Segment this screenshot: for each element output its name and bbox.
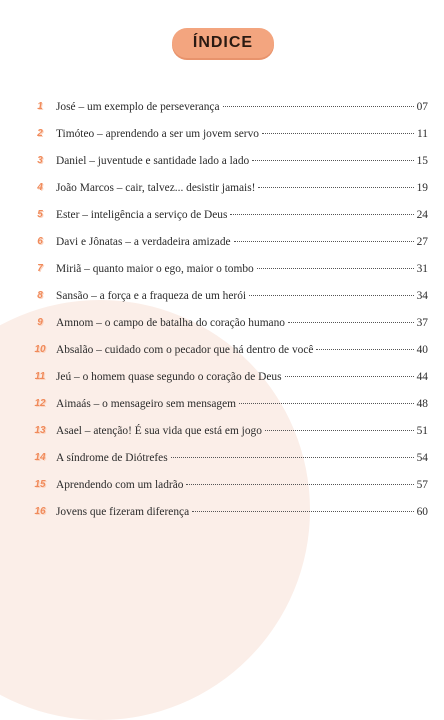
chapter-title: Asael – atenção! É sua vida que está em jogo — [56, 424, 262, 437]
title-badge — [172, 28, 274, 58]
chapter-number-badge: 3 — [37, 155, 43, 166]
chapter-title: Sansão – a força e a fraqueza de um herói — [56, 289, 247, 302]
dot-leader — [265, 430, 414, 431]
chapter-title: Daniel – juventude e santidade lado a lado — [56, 154, 250, 167]
dot-leader — [186, 484, 413, 485]
toc-entry[interactable] — [30, 120, 428, 147]
chapter-title: Aimaás – o mensageiro sem mensagem — [56, 397, 236, 410]
toc-entry[interactable] — [30, 498, 428, 525]
chapter-number-badge: 9 — [37, 317, 43, 328]
chapter-title: Absalão – cuidado com o pecador que há dentro de você — [56, 343, 314, 356]
chapter-title: Jovens que fizeram diferença — [56, 505, 190, 518]
chapter-title: Davi e Jônatas – a verdadeira amizade — [56, 235, 231, 248]
page-title: ÍNDICE — [192, 34, 254, 51]
chapter-title: Miriã – quanto maior o ego, maior o tombo — [56, 262, 254, 275]
dot-leader — [258, 187, 413, 188]
chapter-number-badge: 14 — [34, 452, 46, 463]
chapter-number-badge: 8 — [37, 290, 43, 301]
dot-leader — [249, 295, 414, 296]
page-number: 40 — [416, 343, 428, 356]
chapter-number-badge: 15 — [34, 479, 46, 490]
dot-leader — [288, 322, 414, 323]
toc-entry[interactable] — [30, 282, 428, 309]
toc-entry-line — [56, 317, 428, 329]
chapter-number-badge: 10 — [34, 344, 46, 355]
chapter-number-badge: 11 — [34, 371, 46, 382]
page-number: 60 — [416, 505, 428, 518]
table-of-contents — [30, 93, 428, 525]
page-number: 24 — [416, 208, 428, 221]
toc-entry[interactable] — [30, 444, 428, 471]
page-number: 07 — [416, 100, 428, 113]
toc-entry-line — [56, 398, 428, 410]
chapter-title: Aprendendo com um ladrão — [56, 478, 184, 491]
chapter-title: Jeú – o homem quase segundo o coração de Deus — [56, 370, 282, 383]
dot-leader — [234, 241, 414, 242]
toc-entry-line — [56, 425, 428, 437]
toc-entry[interactable] — [30, 390, 428, 417]
dot-leader — [239, 403, 414, 404]
dot-leader — [257, 268, 414, 269]
page-number: 51 — [416, 424, 428, 437]
page-number: 19 — [416, 181, 428, 194]
chapter-number-badge: 2 — [37, 128, 43, 139]
page-number: 48 — [416, 397, 428, 410]
dot-leader — [230, 214, 413, 215]
dot-leader — [171, 457, 414, 458]
toc-entry[interactable] — [30, 471, 428, 498]
chapter-number-badge: 13 — [34, 425, 46, 436]
chapter-number-badge: 12 — [34, 398, 46, 409]
toc-entry[interactable] — [30, 228, 428, 255]
dot-leader — [262, 133, 414, 134]
toc-entry-line — [56, 128, 428, 140]
chapter-number-badge: 16 — [34, 506, 46, 517]
chapter-number-badge: 5 — [37, 209, 43, 220]
page-number: 54 — [416, 451, 428, 464]
toc-entry-line — [56, 101, 428, 113]
toc-entry-line — [56, 263, 428, 275]
toc-entry[interactable] — [30, 309, 428, 336]
chapter-title: Timóteo – aprendendo a ser um jovem servo — [56, 127, 259, 140]
chapter-title: João Marcos – cair, talvez... desistir jamais! — [56, 181, 256, 194]
chapter-title: A síndrome de Diótrefes — [56, 451, 168, 464]
toc-entry[interactable] — [30, 147, 428, 174]
chapter-title: Amnom – o campo de batalha do coração humano — [56, 316, 286, 329]
toc-entry-line — [56, 452, 428, 464]
toc-entry-line — [56, 236, 428, 248]
page-number: 27 — [416, 235, 428, 248]
toc-entry-line — [56, 371, 428, 383]
page-number: 34 — [416, 289, 428, 302]
chapter-number-badge: 6 — [37, 236, 43, 247]
toc-entry-line — [56, 479, 428, 491]
toc-entry-line — [56, 506, 428, 518]
page-number: 11 — [417, 127, 428, 140]
chapter-title: Ester – inteligência a serviço de Deus — [56, 208, 228, 221]
page-number: 37 — [416, 316, 428, 329]
toc-entry[interactable] — [30, 417, 428, 444]
dot-leader — [285, 376, 414, 377]
chapter-number-badge: 7 — [37, 263, 43, 274]
toc-entry[interactable] — [30, 201, 428, 228]
toc-entry-line — [56, 209, 428, 221]
toc-entry-line — [56, 182, 428, 194]
dot-leader — [252, 160, 413, 161]
toc-entry-line — [56, 290, 428, 302]
page-number: 31 — [416, 262, 428, 275]
dot-leader — [223, 106, 414, 107]
toc-entry[interactable] — [30, 93, 428, 120]
toc-entry-line — [56, 344, 428, 356]
page-number: 44 — [416, 370, 428, 383]
toc-entry-line — [56, 155, 428, 167]
toc-entry[interactable] — [30, 336, 428, 363]
dot-leader — [316, 349, 413, 350]
dot-leader — [192, 511, 413, 512]
chapter-number-badge: 1 — [37, 101, 43, 112]
toc-entry[interactable] — [30, 174, 428, 201]
page-number: 15 — [416, 154, 428, 167]
chapter-title: José – um exemplo de perseverança — [56, 100, 220, 113]
chapter-number-badge: 4 — [37, 182, 43, 193]
page-number: 57 — [416, 478, 428, 491]
toc-entry[interactable] — [30, 255, 428, 282]
toc-entry[interactable] — [30, 363, 428, 390]
